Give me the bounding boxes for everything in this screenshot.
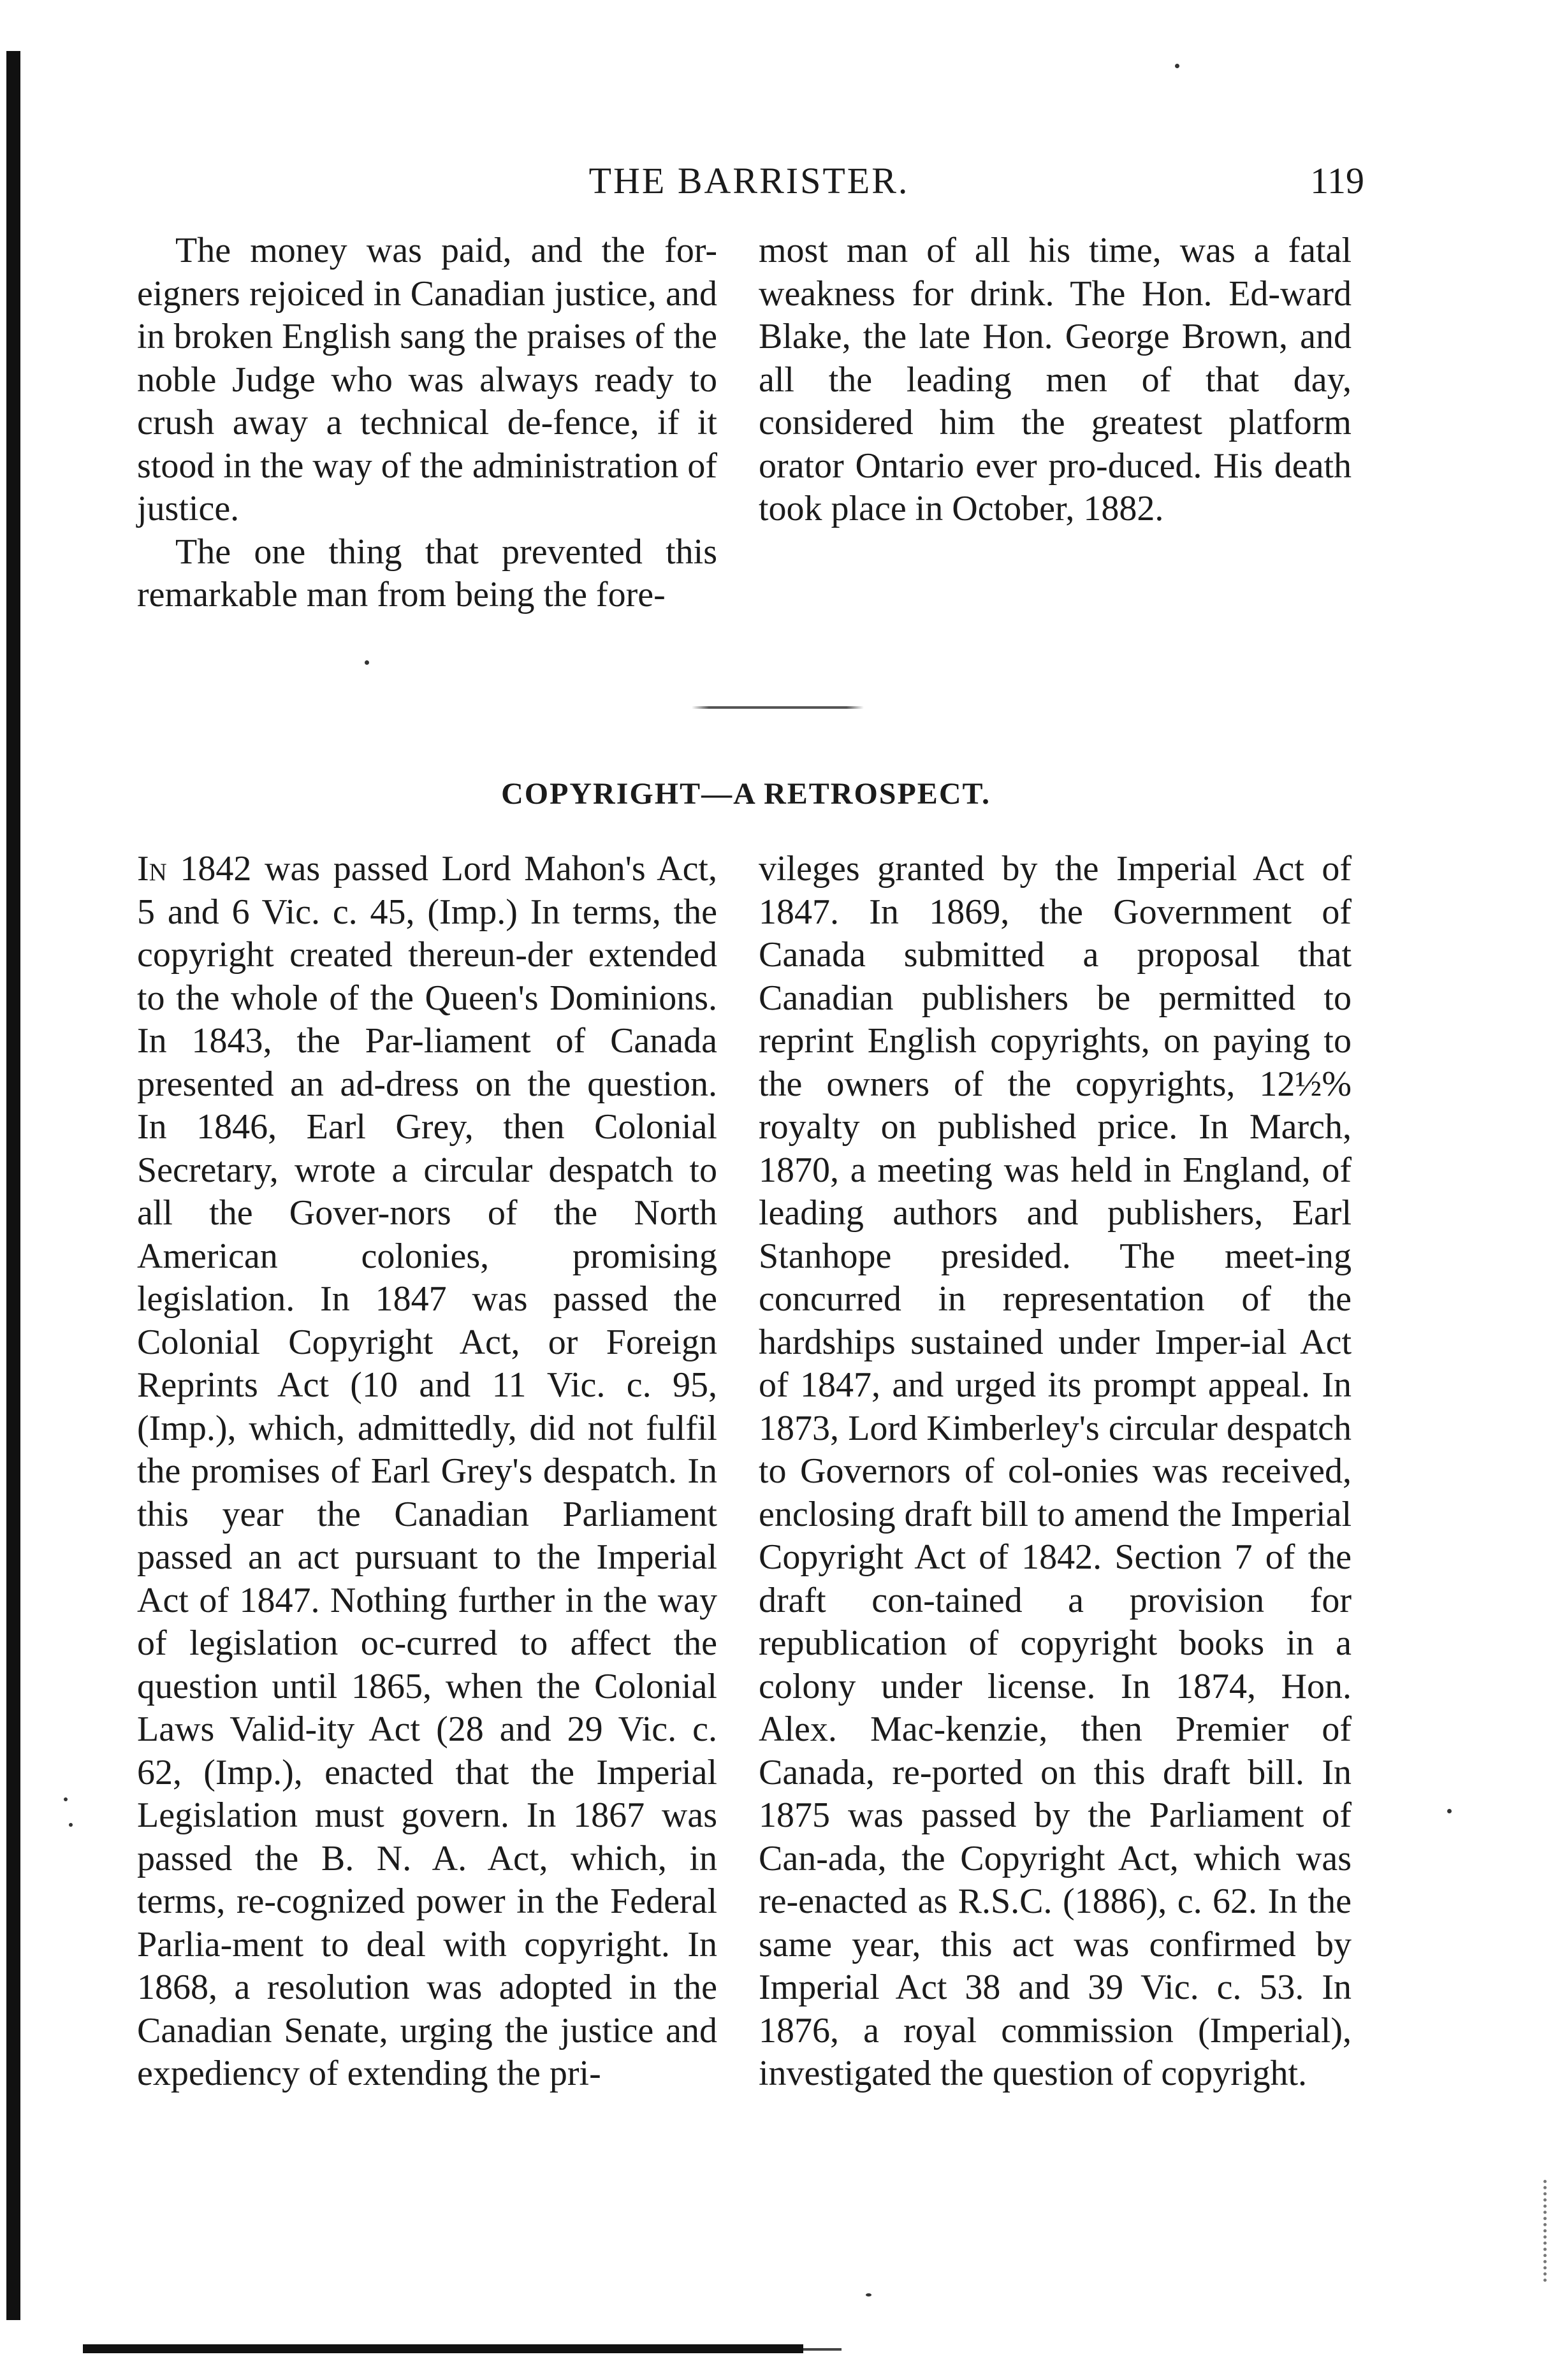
article-left-column (137, 848, 717, 2096)
article-right-column (759, 848, 1352, 2096)
continued-text-right-column (759, 229, 1352, 531)
paragraph: The one thing that prevented this remarkable man from being the fore- (137, 532, 717, 614)
scan-speck (64, 1797, 68, 1801)
scan-edge-left (6, 51, 20, 2320)
section-heading: COPYRIGHT—A RETROSPECT. (501, 777, 991, 811)
article-paragraph: vileges granted by the Imperial Act of 1847. In 1869, the Government of Canada submitted a proposal that Canadian publishers be permitted to reprint English copyrights, on paying to the owners of the copyrights, 12½% royalty on published price. In March, 1870, a meeting was held in England, of leading authors and publishers, Earl Stanhope presided. The meet-ing concurred in representation of the hardships sustained under Imper-ial Act of 1847, and urged its prompt appeal. In 1873, Lord Kimberley's circular despatch to Governors of col-onies was received, enclosing draft bill to amend the Imperial Copyright Act of 1842. Section 7 of the draft con-tained a provision for republication of copyright books in a colony under license. In 1874, Hon. Alex. Mac-kenzie, then Premier of Canada, re-ported on this draft bill. In 1875 was passed by the Parliament of Can-ada, the Copyright Act, which was re-enacted as R.S.C. (1886), c. 62. In the same year, this act was confirmed by Imperial Act 38 and 39 Vic. c. 53. In 1876, a royal commission (Imperial), investigated the question of copyright. (759, 849, 1352, 2093)
continued-text-left-column (137, 229, 717, 617)
section-divider-rule (692, 706, 864, 709)
running-head: THE BARRISTER. (588, 160, 910, 201)
paragraph: most man of all his time, was a fatal weakness for drink. The Hon. Ed-ward Blake, the late Hon. George Brown, and all the leading men of that day, considered him the greatest platform orator Ontario ever pro-duced. His death took place in October, 1882. (759, 231, 1352, 528)
scan-speck (69, 1823, 73, 1827)
scan-speck (866, 2293, 871, 2297)
lead-word: In (137, 849, 167, 889)
article-text-left: 1842 was passed Lord Mahon's Act, 5 and 6 Vic. c. 45, (Imp.) In terms, the copyright created thereun-der extended to the whole of the Queen's Dominions. In 1843, the Par-liament of Canada presented an ad-dress on the question. In 1846, Earl Grey, then Colonial Secretary, wrote a circular despatch to all the Gover-nors of the North American colonies, promising legislation. In 1847 was passed the Colonial Copyright Act, or Foreign Reprints Act (10 and 11 Vic. c. 95, (Imp.), which, admittedly, did not fulfil the promises of Earl Grey's despatch. In this year the Canadian Parliament passed an act pursuant to the Imperial Act of 1847. Nothing further in the way of legislation oc-curred to affect the question until 1865, when the Colonial Laws Valid-ity Act (28 and 29 Vic. c. 62, (Imp.), enacted that the Imperial Legislation must govern. In 1867 was passed the B. N. A. Act, which, in terms, re-cognized power in the Federal Parlia-ment to deal with copyright. In 1868, a resolution was adopted in the Canadian Senate, urging the justice and expediency of extending the pri- (137, 849, 717, 2093)
scan-speck (1447, 1809, 1452, 1813)
scan-edge-bottom-thin (803, 2348, 842, 2351)
page-header (134, 159, 1364, 210)
article-paragraph (137, 848, 717, 2096)
scan-edge-marks (1533, 2180, 1547, 2282)
paragraph: The money was paid, and the for-eigners rejoiced in Canadian justice, and in broken English sang the praises of the noble Judge who was always ready to crush away a technical de-fence, if it stood in the way of the administration of justice. (137, 231, 717, 528)
page-number: 119 (1310, 160, 1364, 201)
scan-edge-bottom (83, 2344, 803, 2353)
scan-speck (365, 660, 369, 665)
scan-speck (1175, 64, 1179, 68)
